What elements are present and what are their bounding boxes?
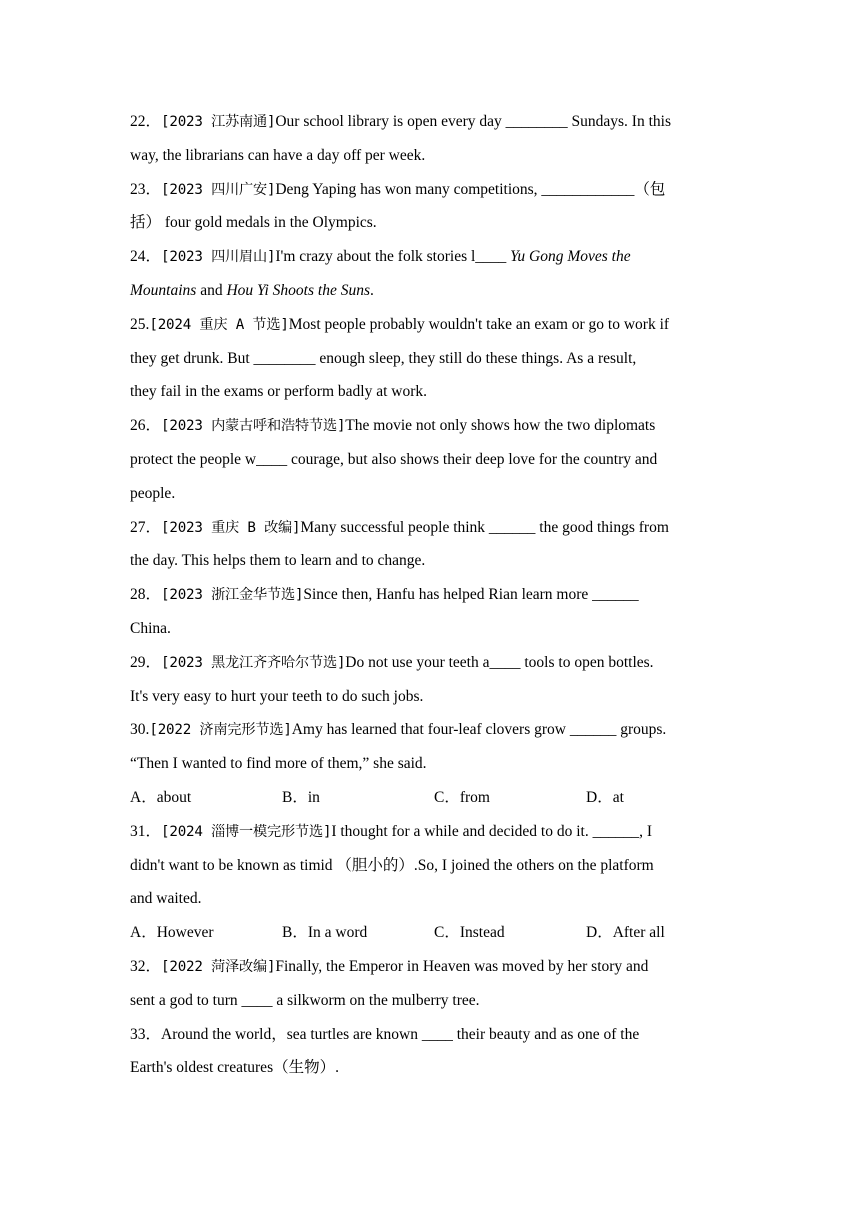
question-line	[130, 308, 738, 342]
exercise-list	[130, 105, 738, 1085]
question-text: 25.	[130, 315, 150, 333]
answer-option: B．In a word	[282, 924, 368, 942]
question-text: “Then I wanted to find more of them,” she said.	[130, 755, 427, 773]
italic-title: Mountains	[130, 281, 197, 299]
question-text: Do not use your teeth a____ tools to open bottles.	[345, 653, 654, 671]
question-text: way, the librarians can have a day off per week.	[130, 146, 426, 164]
question-line	[130, 477, 738, 511]
question-text: 括） four gold medals in the Olympics.	[130, 214, 377, 232]
question-text: Many successful people think ______ the good things from	[300, 518, 669, 536]
question-text: 30.	[130, 721, 150, 739]
question-line	[130, 646, 738, 680]
question-text: 28．	[130, 586, 162, 604]
answer-option: B．in	[282, 788, 320, 806]
question-line	[130, 511, 738, 545]
question-text: 33．Around the world，sea turtles are known ____ their beauty and as one of the	[130, 1025, 640, 1043]
question-text: Finally, the Emperor in Heaven was moved by her story and	[275, 957, 649, 975]
question-text: Deng Yaping has won many competitions, ____________（包	[275, 180, 666, 198]
question-text: China.	[130, 619, 171, 637]
question-text: 23．	[130, 180, 162, 198]
question-line	[130, 375, 738, 409]
question-text: they get drunk. But ________ enough sleep, they still do these things. As a result,	[130, 349, 637, 367]
question-text: Our school library is open every day ________ Sundays. In this	[275, 113, 671, 130]
question-item	[130, 713, 738, 814]
question-source-tag: [2023 江苏南通]	[161, 114, 276, 130]
question-line	[130, 1051, 738, 1085]
question-item	[130, 646, 738, 714]
question-text: I'm crazy about the folk stories l____	[275, 248, 511, 266]
question-text: 26．	[130, 417, 162, 435]
question-line	[130, 173, 738, 207]
question-text: and waited.	[130, 890, 202, 908]
question-line	[130, 206, 738, 240]
question-text: 29．	[130, 653, 162, 671]
question-text: people.	[130, 484, 176, 502]
answer-option: A．However	[130, 924, 214, 942]
italic-title: Yu Gong Moves the	[510, 248, 631, 266]
question-text: they fail in the exams or perform badly at work.	[130, 383, 427, 401]
question-text: the day. This helps them to learn and to change.	[130, 552, 426, 570]
question-item	[130, 815, 738, 950]
question-text: 31．	[130, 822, 162, 840]
question-text: Amy has learned that four-leaf clovers grow ______ groups.	[291, 721, 667, 739]
question-text: 32．	[130, 957, 162, 975]
question-line	[130, 882, 738, 916]
question-line	[130, 342, 738, 376]
answer-options	[130, 916, 738, 950]
question-line	[130, 950, 738, 984]
question-source-tag: [2023 重庆 B 改编]	[161, 519, 301, 536]
answer-option: D．at	[586, 788, 624, 806]
question-line	[130, 713, 738, 747]
answer-option: C．from	[434, 788, 490, 806]
question-source-tag: [2024 淄博一模完形节选]	[161, 823, 332, 840]
answer-option: A．about	[130, 788, 192, 806]
question-line	[130, 1018, 738, 1052]
question-line	[130, 747, 738, 781]
question-source-tag: [2023 浙江金华节选]	[161, 587, 304, 604]
answer-options	[130, 781, 738, 815]
question-item	[130, 105, 738, 173]
question-text: .	[369, 281, 374, 299]
question-source-tag: [2022 菏泽改编]	[161, 958, 276, 975]
question-line	[130, 849, 738, 883]
question-item	[130, 511, 738, 579]
question-line	[130, 680, 738, 714]
question-line	[130, 139, 738, 173]
question-source-tag: [2023 四川广安]	[161, 181, 276, 198]
question-item	[130, 578, 738, 646]
question-line	[130, 544, 738, 578]
question-source-tag: [2023 黑龙江齐齐哈尔节选]	[161, 654, 346, 671]
question-text: The movie not only shows how the two diplomats	[345, 417, 656, 435]
question-line	[130, 578, 738, 612]
question-text: Earth's oldest creatures（生物）.	[130, 1059, 339, 1077]
question-text: and	[196, 281, 227, 299]
question-line	[130, 240, 738, 274]
question-text: Since then, Hanfu has helped Rian learn more ______	[303, 586, 639, 604]
question-line	[130, 274, 738, 308]
question-source-tag: [2023 内蒙古呼和浩特节选]	[161, 418, 346, 435]
question-item	[130, 409, 738, 510]
question-text: 27．	[130, 518, 162, 536]
question-line	[130, 612, 738, 646]
question-line	[130, 443, 738, 477]
question-line	[130, 409, 738, 443]
question-line	[130, 815, 738, 849]
answer-option: C．Instead	[434, 924, 505, 942]
question-line	[130, 105, 738, 139]
question-text: 24．	[130, 248, 162, 266]
question-item	[130, 308, 738, 409]
question-line	[130, 984, 738, 1018]
italic-title: Hou Yi Shoots the Suns	[226, 281, 370, 299]
question-source-tag: [2023 四川眉山]	[161, 249, 276, 266]
question-text: protect the people w____ courage, but also shows their deep love for the country and	[130, 450, 658, 468]
question-text: It's very easy to hurt your teeth to do such jobs.	[130, 687, 424, 705]
question-text: Most people probably wouldn't take an exam or go to work if	[288, 315, 670, 333]
question-item	[130, 950, 738, 1018]
question-text: sent a god to turn ____ a silkworm on the mulberry tree.	[130, 991, 480, 1009]
question-source-tag: [2024 重庆 A 节选]	[149, 316, 289, 333]
answer-option: D．After all	[586, 924, 665, 942]
question-text: didn't want to be known as timid （胆小的）.So, I joined the others on the platform	[130, 856, 654, 874]
question-item	[130, 173, 738, 241]
question-text: 22．	[130, 113, 162, 130]
question-text: I thought for a while and decided to do it. ______, I	[331, 822, 653, 840]
question-item	[130, 1018, 738, 1086]
question-source-tag: [2022 济南完形节选]	[149, 722, 292, 739]
question-item	[130, 240, 738, 308]
